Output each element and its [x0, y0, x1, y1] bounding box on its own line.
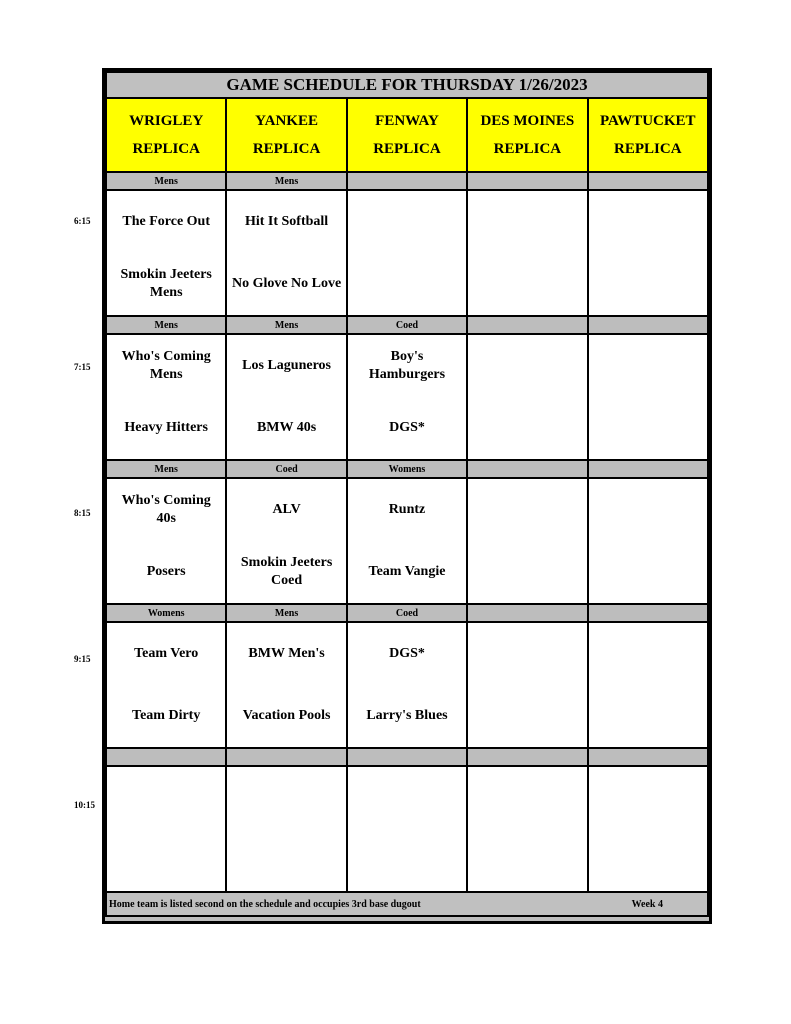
division-label: Mens	[106, 460, 226, 478]
division-label: Mens	[106, 172, 226, 190]
game-row	[106, 766, 708, 892]
game-cell	[106, 766, 226, 892]
game-row	[106, 622, 708, 748]
game-cell	[226, 622, 346, 748]
time-label: 7:15	[74, 362, 91, 372]
game-cell	[467, 766, 587, 892]
matchup	[589, 191, 707, 315]
division-label	[467, 316, 587, 334]
game-cell	[588, 190, 708, 316]
game-row	[106, 334, 708, 460]
away-team	[348, 191, 466, 253]
matchup	[107, 623, 225, 747]
away-team: ALV	[272, 502, 301, 517]
matchup	[468, 623, 586, 747]
away-team	[589, 623, 707, 685]
game-cell	[226, 190, 346, 316]
game-cell	[106, 622, 226, 748]
matchup	[107, 191, 225, 315]
home-team	[468, 397, 586, 459]
home-team	[468, 541, 586, 603]
away-team	[468, 767, 586, 829]
division-label: Womens	[347, 460, 467, 478]
home-team: Heavy Hitters	[124, 420, 208, 435]
game-cell	[226, 334, 346, 460]
home-team: Smokin Jeeters Coed	[240, 555, 333, 588]
game-cell	[226, 766, 346, 892]
away-team	[468, 191, 586, 253]
time-label: 6:15	[74, 216, 91, 226]
division-label: Mens	[226, 604, 346, 622]
home-team: No Glove No Love	[231, 276, 342, 291]
home-team: Smokin Jeeters Mens	[120, 267, 212, 300]
division-label: Mens	[106, 316, 226, 334]
home-team: Larry's Blues	[366, 708, 448, 723]
home-team	[348, 253, 466, 315]
home-team	[468, 685, 586, 747]
division-label	[467, 748, 587, 766]
home-team	[348, 829, 466, 891]
away-team	[468, 335, 586, 397]
home-team: Team Vangie	[368, 564, 446, 579]
away-team	[589, 191, 707, 253]
game-cell	[347, 478, 467, 604]
game-cell	[467, 334, 587, 460]
matchup	[589, 335, 707, 459]
matchup	[348, 191, 466, 315]
matchup	[468, 479, 586, 603]
game-schedule-table	[102, 68, 712, 924]
away-team: Hit It Softball	[244, 214, 329, 229]
division-label	[588, 748, 708, 766]
division-label: Coed	[347, 604, 467, 622]
matchup	[107, 335, 225, 459]
division-label: Womens	[106, 604, 226, 622]
game-cell	[467, 190, 587, 316]
home-team: BMW 40s	[256, 420, 317, 435]
division-label	[347, 748, 467, 766]
division-label	[467, 604, 587, 622]
week-label: Week 4	[631, 898, 663, 910]
time-label: 10:15	[74, 800, 95, 810]
schedule-title: GAME SCHEDULE FOR THURSDAY 1/26/2023	[106, 72, 708, 98]
division-row	[106, 604, 708, 622]
division-label	[106, 748, 226, 766]
matchup	[468, 767, 586, 891]
division-row	[106, 748, 708, 766]
division-label	[467, 172, 587, 190]
division-row	[106, 316, 708, 334]
matchup	[227, 767, 345, 891]
field-sub: REPLICA	[493, 141, 562, 157]
field-header-wrigley	[106, 98, 226, 172]
field-header-pawtucket	[588, 98, 708, 172]
away-team	[107, 767, 225, 829]
field-name: FENWAY	[375, 113, 439, 129]
division-label: Mens	[226, 316, 346, 334]
home-team	[107, 829, 225, 891]
away-team	[348, 767, 466, 829]
footer-cell	[106, 892, 708, 916]
home-team	[589, 829, 707, 891]
away-team: The Force Out	[122, 214, 210, 229]
matchup	[107, 479, 225, 603]
matchup	[589, 479, 707, 603]
time-label: 9:15	[74, 654, 91, 664]
field-header-fenway	[347, 98, 467, 172]
schedule-grid	[105, 71, 709, 917]
game-cell	[106, 334, 226, 460]
game-cell	[588, 622, 708, 748]
footer-row	[106, 892, 708, 916]
field-header-yankee	[226, 98, 346, 172]
away-team	[468, 479, 586, 541]
home-team	[589, 253, 707, 315]
division-label	[226, 748, 346, 766]
matchup	[227, 191, 345, 315]
home-team	[589, 397, 707, 459]
division-label: Coed	[347, 316, 467, 334]
matchup	[348, 479, 466, 603]
matchup	[348, 623, 466, 747]
away-team: Los Laguneros	[242, 358, 331, 373]
away-team: Who's Coming Mens	[121, 349, 211, 382]
home-team	[589, 685, 707, 747]
away-team	[227, 767, 345, 829]
division-label	[588, 604, 708, 622]
game-cell	[347, 334, 467, 460]
game-cell	[106, 190, 226, 316]
matchup	[227, 335, 345, 459]
home-team	[227, 829, 345, 891]
home-team	[589, 541, 707, 603]
home-team	[468, 253, 586, 315]
matchup	[348, 767, 466, 891]
field-sub: REPLICA	[132, 141, 200, 157]
division-label	[467, 460, 587, 478]
home-team: Vacation Pools	[242, 708, 331, 723]
away-team: BMW Men's	[248, 646, 325, 661]
game-cell	[347, 190, 467, 316]
division-row	[106, 460, 708, 478]
division-row	[106, 172, 708, 190]
away-team	[468, 623, 586, 685]
field-name: WRIGLEY	[129, 113, 204, 129]
footer-note: Home team is listed second on the schedule and occupies 3rd base dugout	[109, 898, 421, 910]
away-team: Runtz	[388, 502, 426, 517]
game-cell	[467, 622, 587, 748]
field-sub: REPLICA	[252, 141, 321, 157]
game-cell	[226, 478, 346, 604]
game-cell	[588, 478, 708, 604]
field-name: PAWTUCKET	[599, 113, 696, 129]
away-team: Who's Coming 40s	[121, 493, 211, 526]
division-label	[347, 172, 467, 190]
division-label	[588, 316, 708, 334]
field-sub: REPLICA	[373, 141, 441, 157]
division-label	[588, 460, 708, 478]
matchup	[468, 191, 586, 315]
away-team	[589, 335, 707, 397]
division-label: Coed	[226, 460, 346, 478]
game-row	[106, 190, 708, 316]
matchup	[107, 767, 225, 891]
game-cell	[347, 622, 467, 748]
away-team: DGS*	[389, 646, 425, 661]
matchup	[589, 767, 707, 891]
field-name: YANKEE	[255, 113, 318, 129]
matchup	[468, 335, 586, 459]
game-cell	[106, 478, 226, 604]
home-team: Team Dirty	[132, 708, 201, 723]
division-label	[588, 172, 708, 190]
matchup	[589, 623, 707, 747]
game-cell	[347, 766, 467, 892]
title-row	[106, 72, 708, 98]
away-team: Boy's Hamburgers	[368, 349, 446, 382]
home-team	[468, 829, 586, 891]
home-team: Posers	[146, 564, 186, 579]
matchup	[227, 479, 345, 603]
division-label: Mens	[226, 172, 346, 190]
game-cell	[467, 478, 587, 604]
away-team	[589, 479, 707, 541]
time-label: 8:15	[74, 508, 91, 518]
away-team	[589, 767, 707, 829]
away-team: Team Vero	[134, 646, 199, 661]
home-team: DGS*	[389, 420, 425, 435]
field-header-des-moines	[467, 98, 587, 172]
game-cell	[588, 334, 708, 460]
matchup	[348, 335, 466, 459]
matchup	[227, 623, 345, 747]
game-row	[106, 478, 708, 604]
field-header-row	[106, 98, 708, 172]
field-name: DES MOINES	[480, 113, 575, 129]
field-sub: REPLICA	[614, 141, 682, 157]
game-cell	[588, 766, 708, 892]
